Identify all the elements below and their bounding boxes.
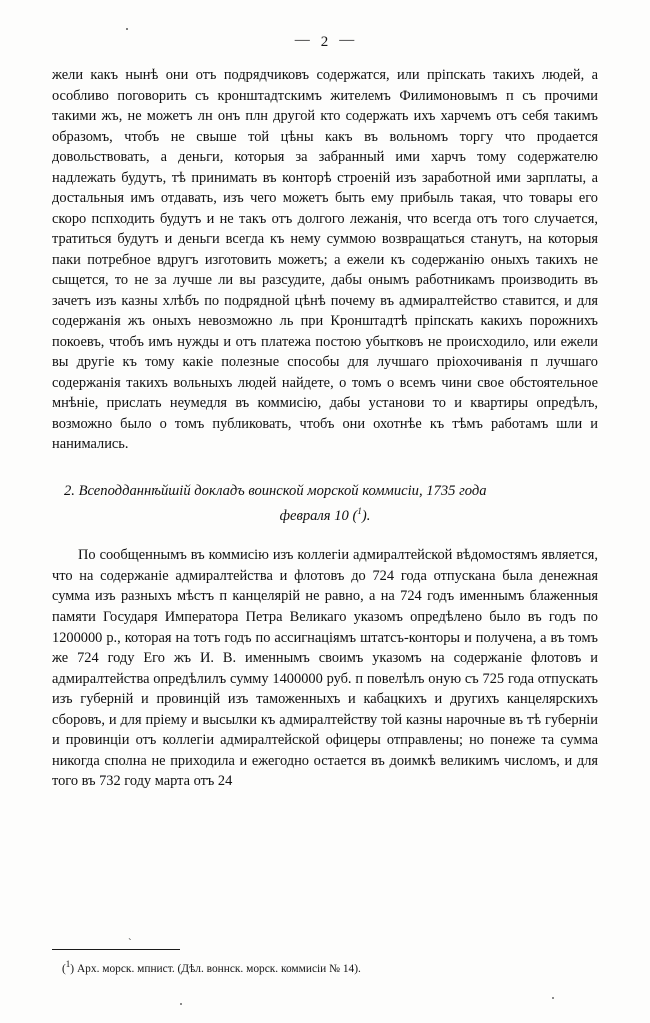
section-number: 2. bbox=[64, 482, 75, 499]
section-date-text: февраля 10 ( bbox=[279, 507, 358, 524]
section-heading bbox=[52, 481, 598, 528]
section-heading-line-1 bbox=[52, 481, 598, 503]
header-dash-right: — bbox=[339, 32, 356, 48]
speck-bottom-right bbox=[552, 997, 554, 999]
paragraph-continued: жели какъ нынѣ они отъ подрядчиковъ содержатся, или пріпскать такихъ людей, а особливо поговорить съ кронштадтскимъ жителемъ Филимоновымъ п съ прочими такими жъ, не можетъ лн онъ плн другой кто содержать ихъ харчемъ отъ себя такимъ образомъ, чтобъ не свыше той цѣны какъ въ вольномъ торгу что продается довольствовать, а деньги, которыя за забранный ими харчъ тому содержателю надлежать будутъ, тѣ принимать въ конторѣ строеній изъ заработной ими зарплаты, а достальныя имъ отдавать, изъ чего можетъ быть ему прибыль такая, что товары его скоро пспходить будутъ и не такъ отъ долгого лежанія, что всегда отъ того случается, тратиться будутъ и деньги всегда къ нему суммою возвращаться станутъ, на которыя паки потребное вдругъ изготовить можетъ; а ежели къ содержанію оныхъ такихъ не сыщется, то не за лучше ли вы разсудите, дабы онымъ работникамъ производить въ зачетъ изъ казны хлѣбъ по подрядной цѣнѣ почему въ адмиралтейство ставится, и для содержанія жъ оныхъ невозможно ль при Кронштадтѣ пріпскать какихъ порожнихъ покоевъ, чтобъ имъ нужды и отъ платежа постою убытковъ не происходило, или ежели вы другіе къ тому какіе полезные способы для лучшаго пріохочиванія п лучшаго содержанія такихъ вольныхъ людей найдете, о томъ о всемъ чини свое обстоятельное мнѣніе, прислать неумедля въ коммисію, дабы установи то и квартиры опредѣлъ, возможно было о томъ публиковать, чтобъ они охотнѣе къ тѣмъ работамъ шли и нанимались. bbox=[52, 67, 598, 453]
page-number: 2 bbox=[320, 34, 330, 50]
footnote-text: Арх. морск. мпнист. (Дѣл. воннск. морск. коммисіи № 14). bbox=[76, 963, 361, 976]
speck-bottom-left bbox=[180, 1003, 182, 1005]
page-body bbox=[52, 65, 598, 792]
footnote-divider bbox=[52, 949, 180, 950]
speck-top-left bbox=[126, 28, 128, 30]
header-dash-left: — bbox=[294, 32, 311, 48]
section-heading-line-2 bbox=[52, 505, 598, 528]
footnote-area bbox=[52, 937, 598, 977]
footnote-1: ($^1$) Арх. морск. мпнист. (Дѣл. воннск. морск. коммисіи № 14). bbox=[62, 959, 361, 976]
page-header bbox=[52, 0, 598, 65]
section-title-text: Всеподданнѣйшій докладъ воинской морской коммисіи, 1735 года bbox=[78, 482, 487, 499]
section-date-suffix: ). bbox=[361, 507, 371, 524]
footnote-marker: 1 bbox=[65, 959, 71, 970]
section-footnote-marker: 1 bbox=[357, 505, 362, 516]
paragraph-report-body: По сообщеннымъ въ коммисію изъ коллегіи адмиралтейской вѣдомостямъ является, что на содержаніе адмиралтейства и флотовъ до 724 года отпускана была денежная сумма изъ разныхъ мѣстъ п канцелярій не равно, а на 724 годъ именнымъ блаженныя памяти Государя Императора Петра Великаго указомъ опредѣлено было въ годъ по 1200000 р., которая на тотъ годъ по ассигнаціямъ штатсъ-конторы и получена, а въ томъ же 724 году Его жъ И. В. именнымъ своимъ указомъ на содержаніе флотовъ и адмиралтейства опредѣлилъ сумму 1400000 руб. п повелѣлъ оную съ 725 года отпускать изъ губерній и провинцій изъ таможенныхъ и кабацкихъ и другихъ канцелярскихъ сборовъ, и для пріему и высылки къ адмиралтейству той казны нарочные въ тѣ губерніи и провинціи отъ коллегіи адмиралтейской офицеры отправлены; но понеже та сумма никогда сполна не приходила и ежегодно остается въ доимкѣ великимъ числомъ, и для того въ 732 году марта отъ 24 bbox=[52, 547, 598, 790]
footnote-tick-mark: ˋ bbox=[128, 937, 132, 950]
